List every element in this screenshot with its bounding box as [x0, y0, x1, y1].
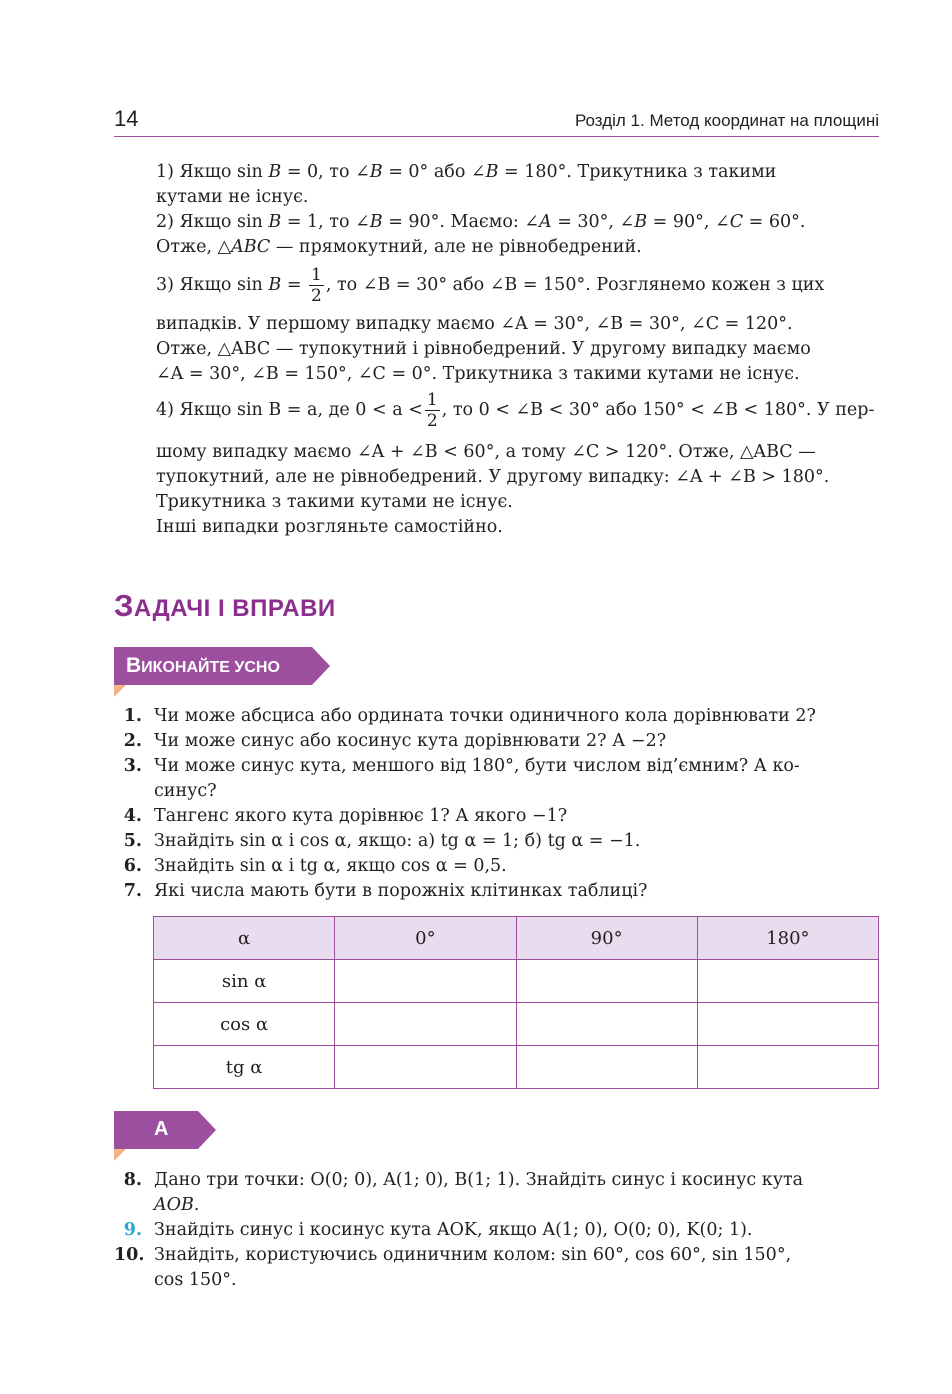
header-rule [114, 136, 879, 137]
solution-line-2: кутами не існує. [156, 187, 309, 207]
solution-line-12: Трикутника з такими кутами не існує. [156, 492, 513, 512]
table-cell-empty [697, 1046, 878, 1089]
solution-line-1 [156, 160, 878, 185]
table-header-cell: α [154, 917, 335, 960]
running-head: Розділ 1. Метод координат на площині [574, 111, 879, 130]
solution-l1-text: 1) Якщо sin B = 0, то ∠B = 0° або ∠B = 180°. Трикутника з такими [156, 162, 777, 182]
solution-line-9: 4) Якщо sin B = a, де 0 < a < $\frac{1}{2}$ , то 0 < ∠B < 30° або 150° < ∠B < 180°. У пер- [156, 390, 875, 431]
table-header-cell: 180° [697, 917, 878, 960]
solution-line-5: 3) Якщо sin B = $\frac{1}{2}$ , то ∠B = 30° або ∠B = 150°. Розглянемо кожен з цих [156, 265, 825, 306]
tag-corner [114, 685, 126, 697]
table-row-label: cos α [154, 1003, 335, 1046]
solution-line-10: шому випадку маємо ∠A + ∠B < 60°, а тому ∠C > 120°. Отже, △ABC — [156, 442, 816, 462]
table-cell-empty [335, 1046, 516, 1089]
solution-line-4: Отже, △ABC — прямокутний, але не рівнобедрений. [156, 237, 642, 257]
trig-values-table [153, 916, 879, 1089]
level-a-tag: А [114, 1111, 198, 1149]
table-cell-empty [516, 1003, 697, 1046]
page-number: 14 [114, 106, 139, 131]
table-row-label: tg α [154, 1046, 335, 1089]
solution-line-11: тупокутний, але не рівнобедрений. У другому випадку: ∠A + ∠B > 180°. [156, 467, 830, 487]
table-header-cell: 0° [335, 917, 516, 960]
solution-line-8: ∠A = 30°, ∠B = 150°, ∠C = 0°. Трикутника з такими кутами не існує. [156, 364, 800, 384]
tag-corner [114, 1149, 126, 1161]
table-row [154, 1003, 879, 1046]
fraction-one-half: $\frac{1}{2}$ [311, 265, 322, 306]
table-row-label: sin α [154, 960, 335, 1003]
solution-line-6: випадків. У першому випадку маємо ∠A = 30°, ∠B = 30°, ∠C = 120°. [156, 314, 793, 334]
table-row [154, 960, 879, 1003]
section-title: ЗАДАЧІ І ВПРАВИ [114, 588, 336, 623]
table-cell-empty [516, 960, 697, 1003]
table-cell-empty [697, 1003, 878, 1046]
oral-exercises-tag: ВИКОНАЙТЕ УСНО [114, 647, 312, 685]
solution-line-3: 2) Якщо sin B = 1, то ∠B = 90°. Маємо: ∠A = 30°, ∠B = 90°, ∠C = 60°. [156, 212, 806, 232]
table-header-cell: 90° [516, 917, 697, 960]
table-cell-empty [516, 1046, 697, 1089]
solution-line-13: Інші випадки розгляньте самостійно. [156, 517, 503, 537]
solution-line-7: Отже, △ABC — тупокутний і рівнобедрений. У другому випадку маємо [156, 339, 811, 359]
table-cell-empty [335, 1003, 516, 1046]
fraction-one-half: $\frac{1}{2}$ [426, 390, 438, 431]
table-cell-empty [697, 960, 878, 1003]
table-header-row [154, 917, 879, 960]
table-row [154, 1046, 879, 1089]
table-cell-empty [335, 960, 516, 1003]
